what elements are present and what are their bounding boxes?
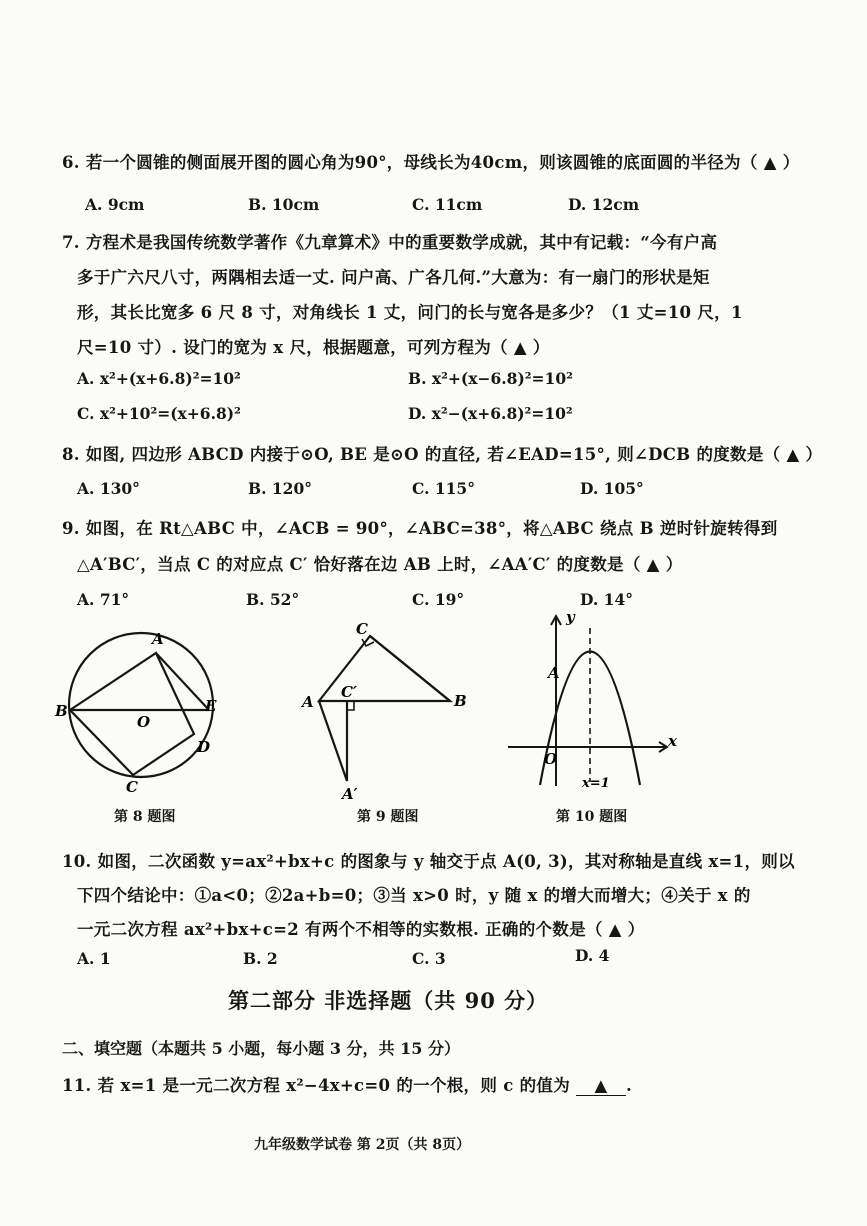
q7-line-1: 7. 方程术是我国传统数学著作《九章算术》中的重要数学成就，其中有记载：“今有户高	[62, 233, 718, 252]
fig9-label-a: A	[302, 693, 314, 711]
q8-option-c: C. 115°	[412, 479, 475, 498]
q6-option-c: C. 11cm	[412, 195, 483, 214]
q7-option-a: A. x²+(x+6.8)²=10²	[77, 369, 241, 388]
q11-answer-blank: ▲	[576, 1076, 626, 1096]
fig8-label-a: A	[152, 630, 164, 648]
q7-line-4: 尺=10 寸）. 设门的宽为 x 尺，根据题意，可列方程为（ ▲ ）	[77, 338, 550, 357]
q9-option-a: A. 71°	[77, 590, 130, 609]
q7-option-b: B. x²+(x−6.8)²=10²	[408, 369, 573, 388]
fig8-caption: 第 8 题图	[114, 809, 176, 825]
fig10-label-a: A	[548, 664, 560, 682]
fig8-label-e: E	[205, 697, 217, 715]
q9-option-c: C. 19°	[412, 590, 465, 609]
fig8-label-c: C	[126, 778, 138, 792]
q9-line-1: 9. 如图，在 Rt△ABC 中，∠ACB = 90°，∠ABC=38°，将△ABC 绕点 B 逆时针旋转得到	[62, 519, 778, 538]
fill-in-section-title: 二、填空题（本题共 5 小题，每小题 3 分，共 15 分）	[62, 1039, 460, 1058]
fig9-label-c: C	[356, 620, 368, 638]
q7-line-3: 形，其长比宽多 6 尺 8 寸，对角线长 1 丈，问门的长与宽各是多少？（1 丈=10 尺，1	[77, 303, 743, 322]
fig10-caption: 第 10 题图	[556, 809, 628, 825]
figure-10-parabola-graph	[500, 610, 690, 790]
figure-9-triangle-diagram	[298, 618, 473, 803]
q6-option-a: A. 9cm	[85, 195, 145, 214]
q6-stem: 6. 若一个圆锥的侧面展开图的圆心角为90°，母线长为40cm，则该圆锥的底面圆的半径为（ ▲ ）	[62, 153, 800, 172]
q11-text: 11. 若 x=1 是一元二次方程 x²−4x+c=0 的一个根，则 c 的值为	[62, 1076, 570, 1095]
q7-option-d: D. x²−(x+6.8)²=10²	[408, 404, 573, 423]
q11-stem	[62, 1072, 632, 1096]
q10-option-d: D. 4	[575, 946, 610, 965]
q10-option-a: A. 1	[77, 949, 111, 968]
fig10-label-y: y	[566, 610, 575, 626]
figure-8-circle-diagram	[52, 622, 232, 792]
fig10-label-x: x	[668, 732, 677, 750]
q7-option-c: C. x²+10²=(x+6.8)²	[77, 404, 241, 423]
fig10-label-axis: x=1	[582, 776, 610, 790]
q7-line-2: 多于广六尺八寸，两隅相去适一丈. 问户高、广各几何.”大意为：有一扇门的形状是矩	[77, 268, 710, 287]
q11-period: .	[626, 1076, 633, 1095]
fig9-label-b: B	[454, 692, 467, 710]
q10-line-1: 10. 如图，二次函数 y=ax²+bx+c 的图象与 y 轴交于点 A(0, 3)，其对称轴是直线 x=1，则以	[62, 852, 795, 871]
part-2-heading: 第二部分 非选择题（共 90 分）	[228, 988, 549, 1013]
fig8-label-d: D	[197, 738, 211, 756]
q8-option-d: D. 105°	[580, 479, 644, 498]
fig8-label-b: B	[55, 702, 68, 720]
fig9-label-c-prime: C′	[341, 683, 357, 701]
fig10-label-o: O	[544, 750, 558, 768]
fig9-caption: 第 9 题图	[357, 809, 419, 825]
q10-line-2: 下四个结论中：①a<0；②2a+b=0；③当 x>0 时，y 随 x 的增大而增大；④关于 x 的	[77, 886, 751, 905]
q8-option-b: B. 120°	[248, 479, 312, 498]
q8-option-a: A. 130°	[77, 479, 140, 498]
page-footer: 九年级数学试卷 第 2页（共 8页）	[254, 1137, 471, 1153]
q10-line-3: 一元二次方程 ax²+bx+c=2 有两个不相等的实数根. 正确的个数是（ ▲ ）	[77, 920, 645, 939]
q9-line-2: △A′BC′，当点 C 的对应点 C′ 恰好落在边 AB 上时，∠AA′C′ 的度数是（ ▲ ）	[77, 555, 683, 574]
q6-option-d: D. 12cm	[568, 195, 640, 214]
q6-option-b: B. 10cm	[248, 195, 320, 214]
q10-option-b: B. 2	[243, 949, 278, 968]
q9-option-d: D. 14°	[580, 590, 634, 609]
fig8-label-o: O	[137, 713, 151, 731]
fig9-label-a-prime: A′	[342, 785, 358, 803]
q10-option-c: C. 3	[412, 949, 446, 968]
q8-stem: 8. 如图, 四边形 ABCD 内接于⊙O, BE 是⊙O 的直径, 若∠EAD=15°, 则∠DCB 的度数是（ ▲ ）	[62, 445, 823, 464]
q9-option-b: B. 52°	[246, 590, 300, 609]
